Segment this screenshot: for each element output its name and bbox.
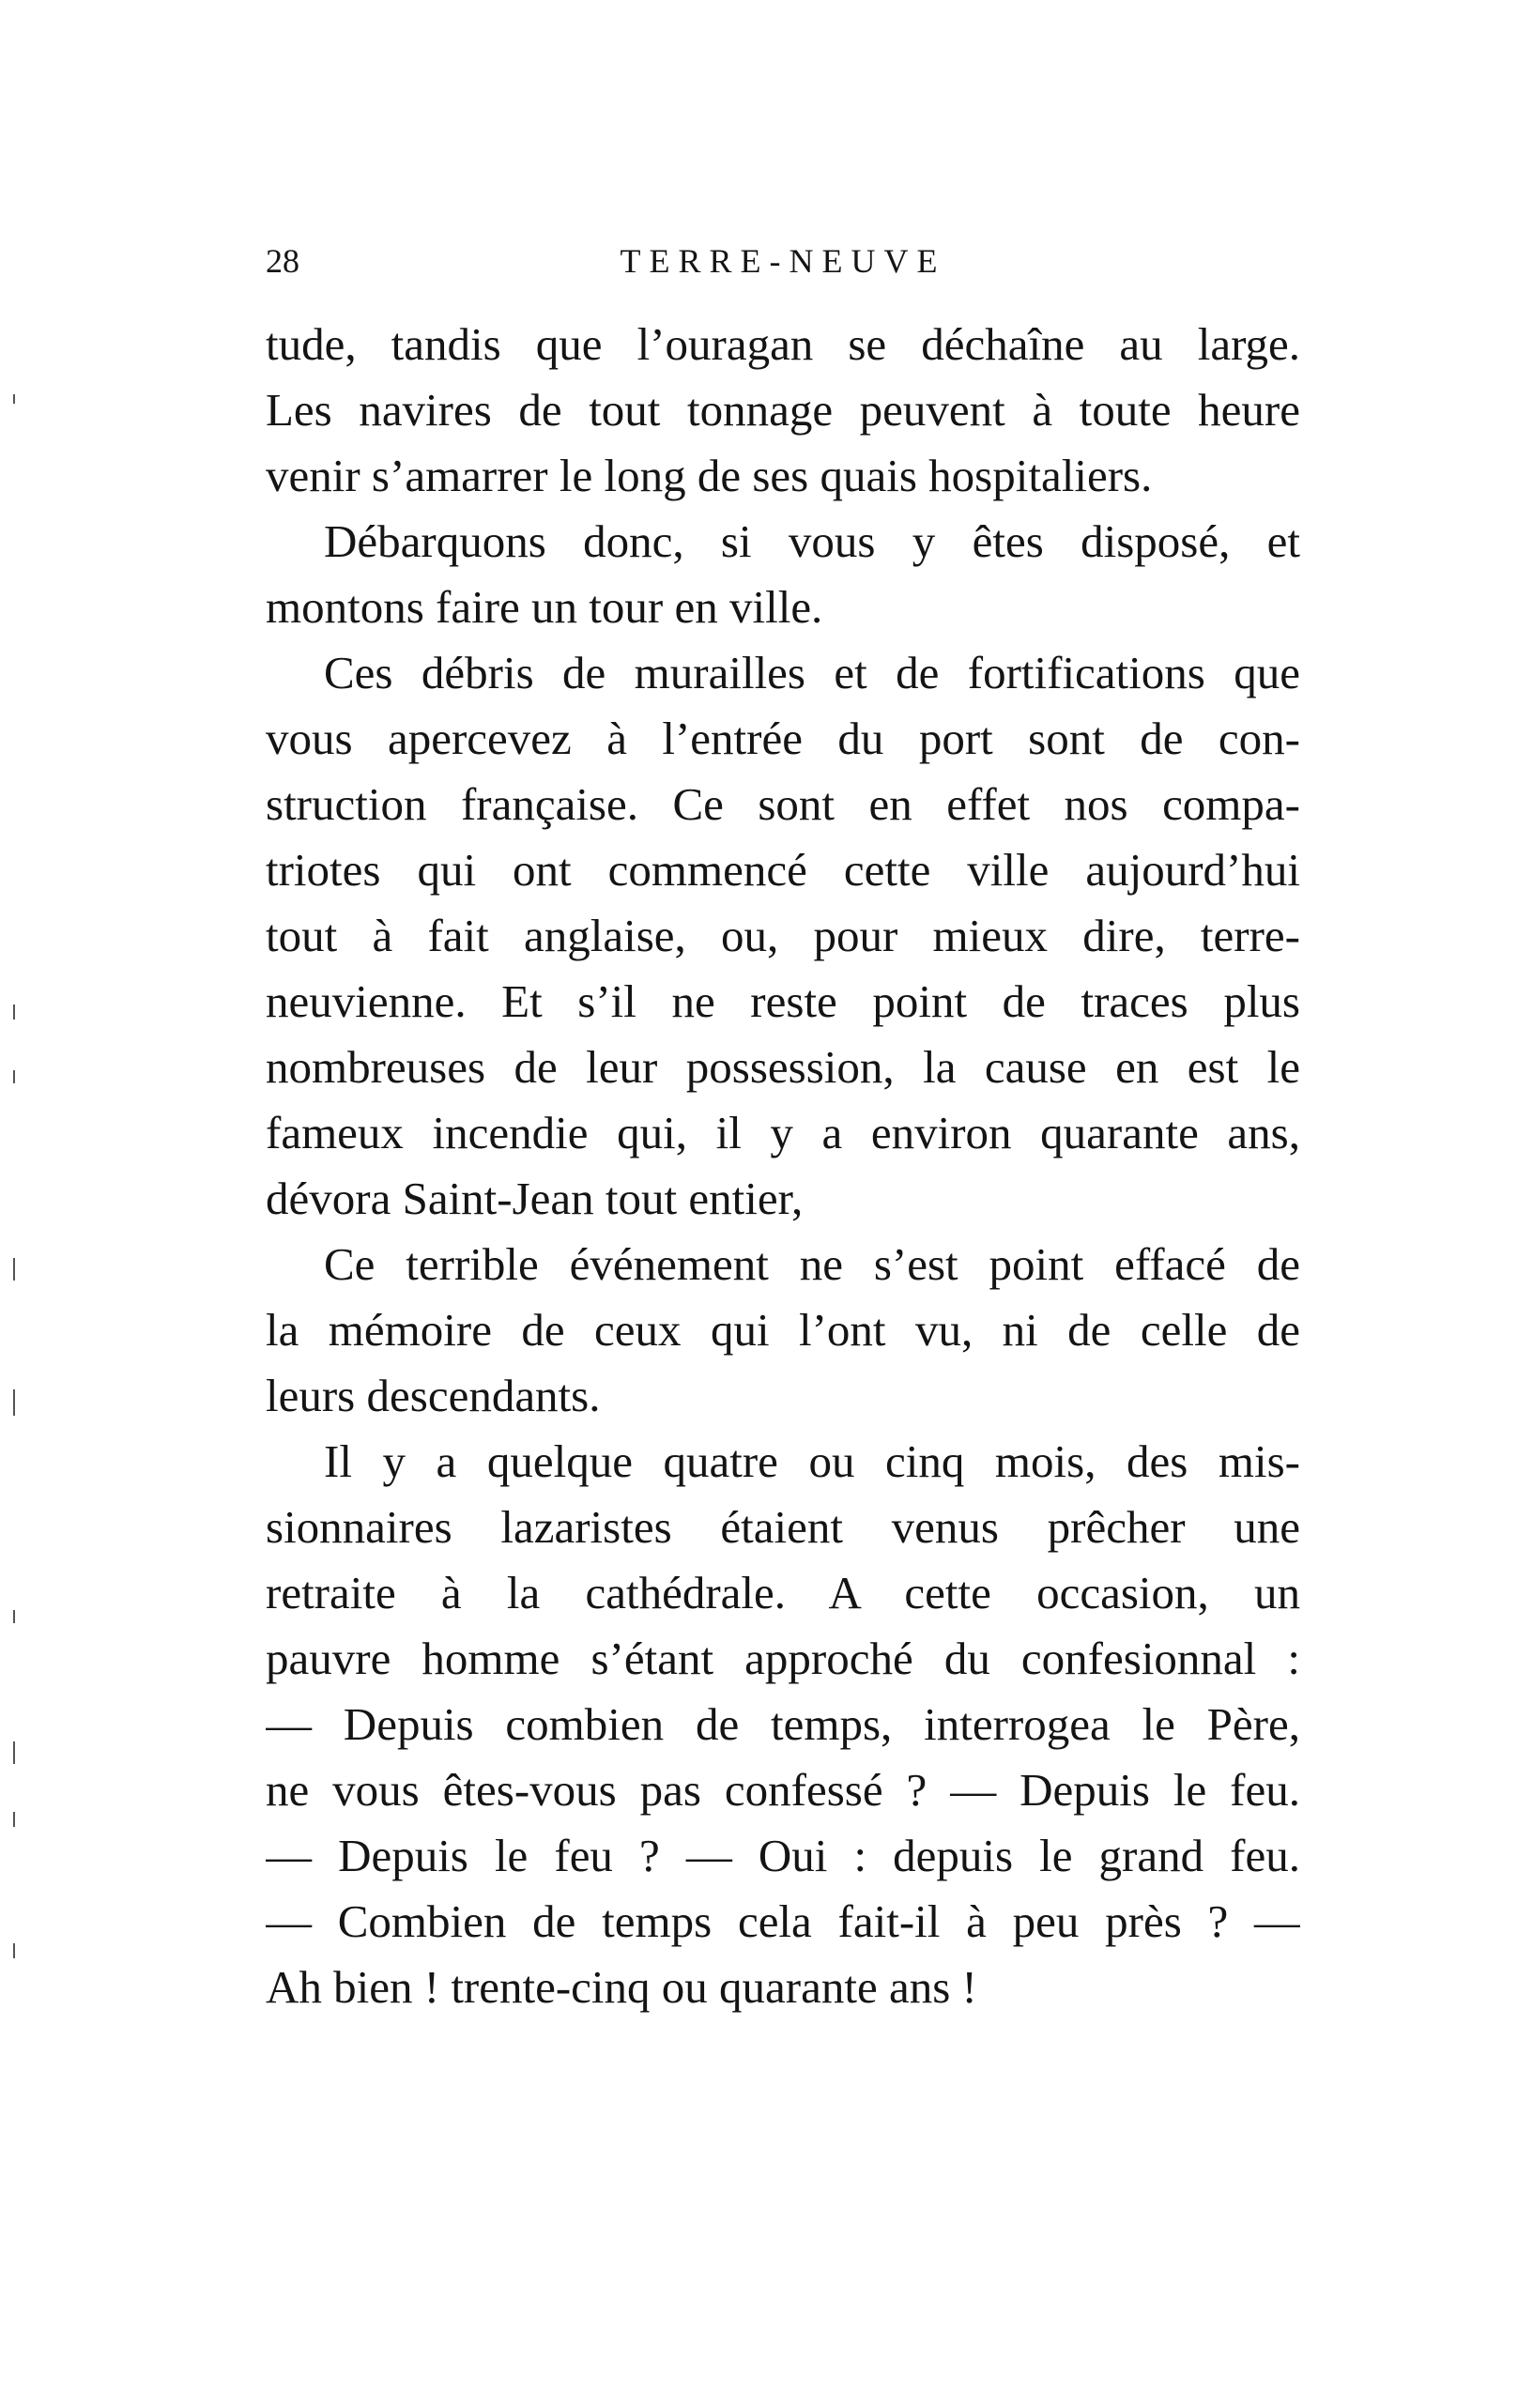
text-line: Les navires de tout tonnage peuvent à toute heure [266, 384, 1300, 436]
text-line: — Depuis le feu ? — Oui : depuis le grand feu. [266, 1830, 1300, 1881]
text-line: retraite à la cathédrale. A cette occasion, un [266, 1567, 1300, 1618]
text-line: Débarquons donc, si vous y êtes disposé, et [324, 515, 1300, 567]
margin-tick [13, 1943, 15, 1958]
text-line: Il y a quelque quatre ou cinq mois, des mis- [324, 1435, 1300, 1487]
running-title: TERRE-NEUVE [620, 242, 946, 280]
margin-tick [13, 1005, 15, 1020]
text-line: nombreuses de leur possession, la cause en est le [266, 1041, 1300, 1093]
body-text [266, 312, 1300, 2020]
text-line: ne vous êtes-vous pas confessé ? — Depuis le feu. [266, 1764, 1300, 1816]
text-line: leurs descendants. [266, 1370, 601, 1421]
text-line: struction française. Ce sont en effet nos compa- [266, 778, 1300, 830]
margin-tick [13, 1258, 15, 1281]
text-line: venir s’amarrer le long de ses quais hospitaliers. [266, 450, 1153, 501]
text-line: montons faire un tour en ville. [266, 581, 823, 633]
text-line: tude, tandis que l’ouragan se déchaîne au large. [266, 318, 1300, 370]
text-line: triotes qui ont commencé cette ville aujourd’hui [266, 844, 1300, 896]
text-line: sionnaires lazaristes étaient venus prêcher une [266, 1501, 1300, 1553]
margin-tick [13, 394, 15, 404]
text-line: la mémoire de ceux qui l’ont vu, ni de celle de [266, 1304, 1300, 1356]
text-line: — Depuis combien de temps, interrogea le Père, [266, 1698, 1300, 1750]
scan-margin-marks [0, 0, 38, 2408]
margin-tick [13, 1610, 15, 1623]
text-line: pauvre homme s’étant approché du confesionnal : [266, 1633, 1300, 1684]
text-line: vous apercevez à l’entrée du port sont de con- [266, 713, 1300, 764]
margin-tick [13, 1389, 15, 1416]
text-line: dévora Saint-Jean tout entier, [266, 1173, 804, 1224]
text-line: neuvienne. Et s’il ne reste point de traces plus [266, 975, 1300, 1027]
text-line: fameux incendie qui, il y a environ quarante ans, [266, 1107, 1300, 1158]
text-line: Ah bien ! trente-cinq ou quarante ans ! [266, 1961, 977, 2013]
margin-tick [13, 1741, 15, 1764]
text-line: tout à fait anglaise, ou, pour mieux dire, terre- [266, 910, 1300, 961]
text-line: Ces débris de murailles et de fortifications que [324, 647, 1300, 698]
text-line: — Combien de temps cela fait-il à peu près ? — [266, 1895, 1300, 1947]
margin-tick [13, 1812, 15, 1827]
margin-tick [13, 1070, 15, 1083]
page-number: 28 [266, 242, 299, 280]
text-line: Ce terrible événement ne s’est point effacé de [324, 1238, 1300, 1290]
page-header [266, 233, 1300, 289]
